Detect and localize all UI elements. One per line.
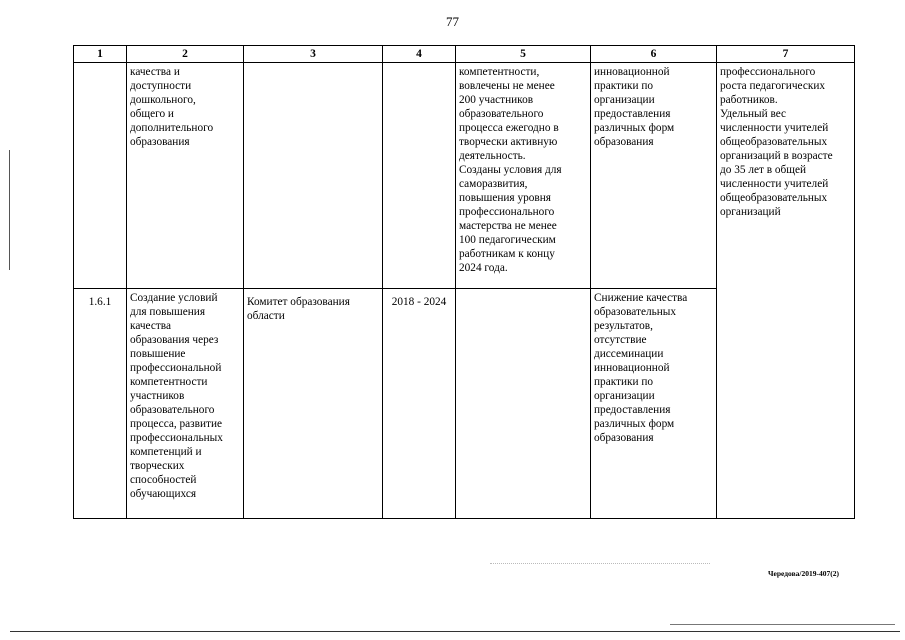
cell-text-line: предоставления <box>594 108 671 120</box>
cell-text-line: работников. <box>720 94 778 106</box>
cell-text-line: Комитет образования <box>247 296 350 308</box>
cell-text-line: обучающихся <box>130 488 197 500</box>
cell-text-line: инновационной <box>594 362 670 374</box>
header-col-4: 4 <box>383 46 456 63</box>
row1-number-cell <box>74 63 127 289</box>
header-col-7: 7 <box>717 46 855 63</box>
cell-text-line: образования <box>594 432 654 444</box>
cell-text-line: профессиональных <box>130 432 223 444</box>
table-row-continuation <box>74 63 855 289</box>
row1-executor-cell <box>244 63 383 289</box>
cell-text-line: организаций <box>720 206 781 218</box>
cell-text-line: отсутствие <box>594 334 647 346</box>
header-col-2: 2 <box>127 46 244 63</box>
cell-text-line: способностей <box>130 474 197 486</box>
cell-text-line: для повышения <box>130 306 206 318</box>
row1-period-cell <box>383 63 456 289</box>
row2-goal-cell <box>127 289 244 519</box>
cell-text-line: профессионального <box>459 206 555 218</box>
cell-text-line: образования <box>594 136 654 148</box>
faint-scan-marks <box>490 563 710 566</box>
scan-edge-line <box>9 150 10 270</box>
cell-text-line: практики по <box>594 80 654 92</box>
cell-text-line: образовательных <box>594 306 677 318</box>
bottom-scan-line-short <box>670 624 895 625</box>
cell-text-line: образовательного <box>459 108 544 120</box>
page-number: 77 <box>446 14 459 29</box>
cell-text-line: процесса, развитие <box>130 418 223 430</box>
cell-text-line: численности учителей <box>720 122 829 134</box>
cell-text-line: организации <box>594 94 655 106</box>
header-col-6: 6 <box>591 46 717 63</box>
row2-risk-cell <box>591 289 717 519</box>
cell-text-line: практики по <box>594 376 654 388</box>
cell-text-line: роста педагогических <box>720 80 826 92</box>
cell-text-line: предоставления <box>594 404 671 416</box>
cell-text-line: образования <box>130 136 190 148</box>
cell-text-line: организаций в возрасте <box>720 150 833 162</box>
cell-text-line: образовательного <box>130 404 215 416</box>
row1-goal-cell <box>127 63 244 289</box>
cell-text-line: творческих <box>130 460 185 472</box>
cell-text-line: профессиональной <box>130 362 222 374</box>
cell-text-line: повышения уровня <box>459 192 551 204</box>
cell-text-line: саморазвития, <box>459 178 528 190</box>
cell-text-line: качества и <box>130 66 180 78</box>
cell-text-line: мастерства не менее <box>459 220 557 232</box>
row2-period-cell: 2018 - 2024 <box>383 289 456 519</box>
cell-text-line: профессионального <box>720 66 816 78</box>
row1-indicator-cell <box>717 63 855 519</box>
cell-text-line: Созданы условия для <box>459 164 562 176</box>
header-col-5: 5 <box>456 46 591 63</box>
cell-text-line: вовлечены не менее <box>459 80 555 92</box>
cell-text-line: процесса ежегодно в <box>459 122 559 134</box>
cell-text-line: повышение <box>130 348 186 360</box>
document-reference: Чередова/2019-407(2) <box>768 569 839 578</box>
program-table <box>73 45 855 519</box>
cell-text-line: компетентности, <box>459 66 540 78</box>
cell-text-line: численности учителей <box>720 178 829 190</box>
cell-text-line: 100 педагогическим <box>459 234 556 246</box>
bottom-scan-line <box>10 631 900 632</box>
row1-result-cell <box>456 63 591 289</box>
row2-result-cell <box>456 289 591 519</box>
cell-text-line: общего и <box>130 108 174 120</box>
cell-text-line: различных форм <box>594 122 675 134</box>
cell-text-line: инновационной <box>594 66 670 78</box>
cell-text-line: компетенций и <box>130 446 202 458</box>
cell-text-line: доступности <box>130 80 192 92</box>
cell-text-line: результатов, <box>594 320 653 332</box>
cell-text-line: Удельный вес <box>720 108 787 120</box>
cell-text-line: общеобразовательных <box>720 136 828 148</box>
cell-text-line: деятельность. <box>459 150 526 162</box>
cell-text-line: диссеминации <box>594 348 664 360</box>
header-col-1: 1 <box>74 46 127 63</box>
cell-text-line: Создание условий <box>130 292 218 304</box>
cell-text-line: различных форм <box>594 418 675 430</box>
cell-text-line: дополнительного <box>130 122 214 134</box>
cell-text-line: образования через <box>130 334 219 346</box>
cell-text-line: работникам к концу <box>459 248 555 260</box>
cell-text-line: до 35 лет в общей <box>720 164 807 176</box>
cell-text-line: области <box>247 310 285 322</box>
row1-risk-cell <box>591 63 717 289</box>
cell-text-line: участников <box>130 390 185 402</box>
cell-text-line: общеобразовательных <box>720 192 828 204</box>
cell-text-line: дошкольного, <box>130 94 196 106</box>
row2-executor-cell <box>244 289 383 519</box>
cell-text-line: 2024 года. <box>459 262 508 274</box>
cell-text-line: 200 участников <box>459 94 534 106</box>
header-col-3: 3 <box>244 46 383 63</box>
cell-text-line: организации <box>594 390 655 402</box>
header-row <box>74 46 855 63</box>
cell-text-line: компетентности <box>130 376 208 388</box>
row2-number-cell: 1.6.1 <box>74 289 127 519</box>
cell-text-line: Снижение качества <box>594 292 688 304</box>
cell-text-line: творчески активную <box>459 136 558 148</box>
cell-text-line: качества <box>130 320 172 332</box>
